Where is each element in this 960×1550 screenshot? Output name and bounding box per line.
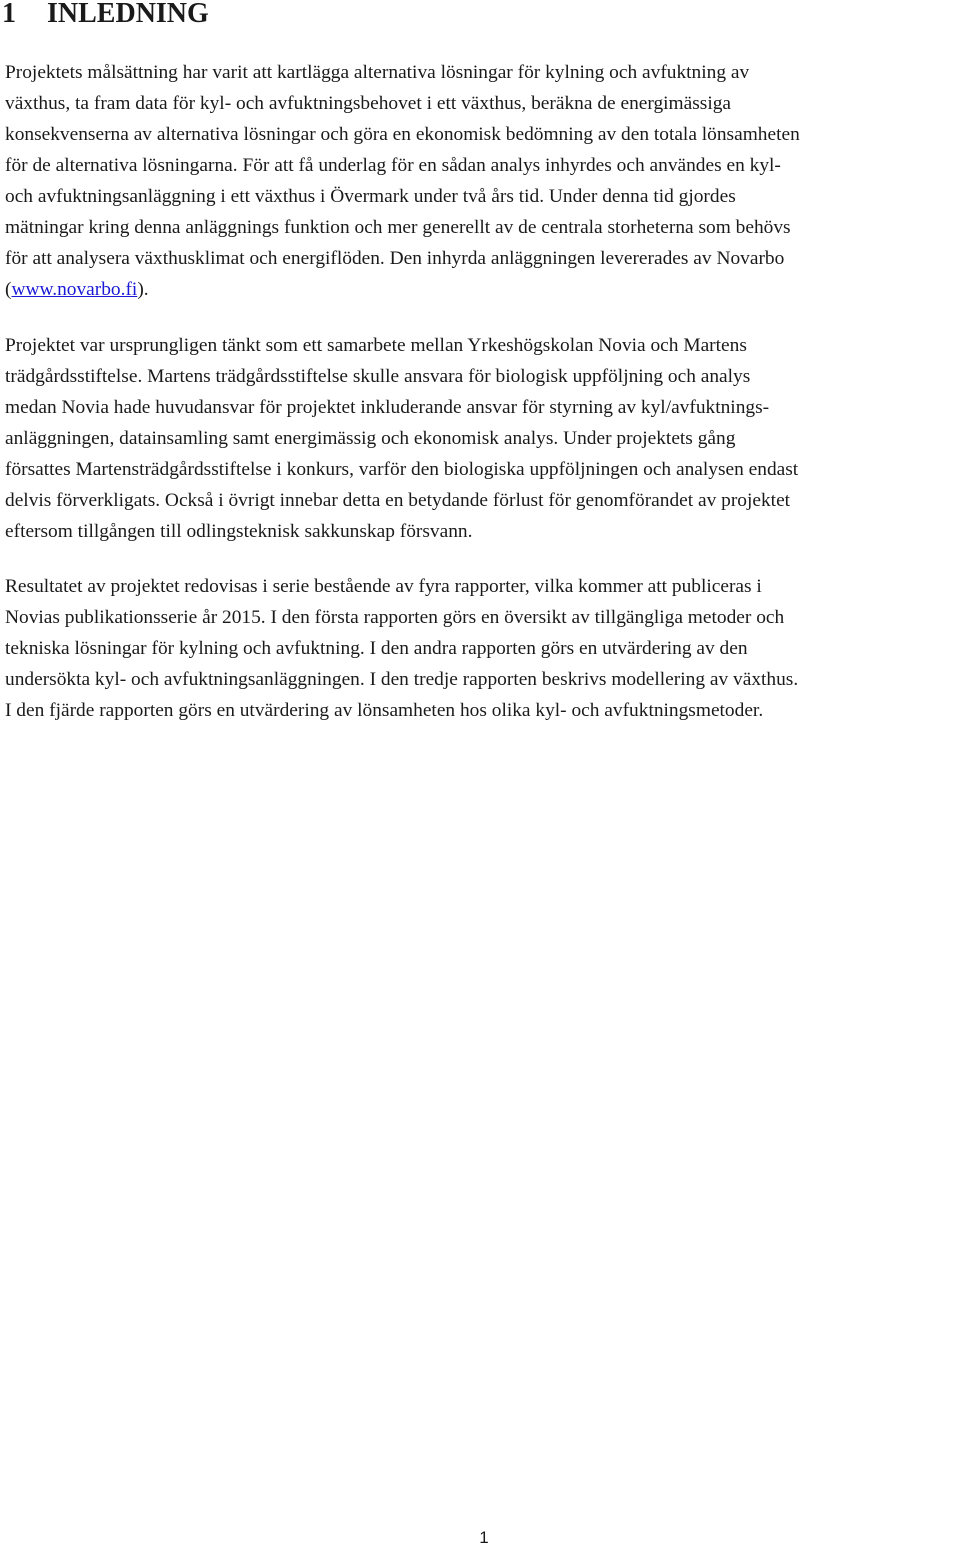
paragraph-3 bbox=[5, 571, 960, 726]
paragraph-line: eftersom tillgången till odlingsteknisk sakkunskap försvann. bbox=[5, 521, 473, 542]
section-number: 1 bbox=[2, 0, 16, 29]
link-suffix: ). bbox=[137, 279, 149, 300]
paragraph-line: I den fjärde rapporten görs en utvärdering av lönsamheten hos olika kyl- och avfuktningsmetoder. bbox=[5, 700, 764, 721]
paragraph-line: konsekvenserna av alternativa lösningar och göra en ekonomisk bedömning av den totala lönsamheten bbox=[5, 124, 800, 145]
paragraph-2 bbox=[5, 330, 960, 547]
paragraph-line: försattes Martensträdgårdsstiftelse i konkurs, varför den biologiska uppföljningen och analysen endast bbox=[5, 459, 799, 480]
paragraph-line: medan Novia hade huvudansvar för projektet inkluderande ansvar för styrning av kyl/avfuktnings- bbox=[5, 397, 770, 418]
paragraph-line: för att analysera växthusklimat och energiflöden. Den inhyrda anläggningen levererades av Novarbo bbox=[5, 248, 785, 269]
paragraph-line: Novias publikationsserie år 2015. I den första rapporten görs en översikt av tillgängliga metoder och bbox=[5, 607, 785, 628]
paragraph-line: och avfuktningsanläggning i ett växthus i Övermark under två års tid. Under denna tid gjordes bbox=[5, 186, 736, 207]
page-number: 1 bbox=[479, 1528, 489, 1547]
paragraph-line: Projektet var ursprungligen tänkt som ett samarbete mellan Yrkeshögskolan Novia och Martens bbox=[5, 335, 747, 356]
paragraph-line: för de alternativa lösningarna. För att få underlag för en sådan analys inhyrdes och användes en kyl- bbox=[5, 155, 781, 176]
paragraph-line: undersökta kyl- och avfuktningsanläggningen. I den tredje rapporten beskrivs modellering av växthus. bbox=[5, 669, 799, 690]
paragraph-line: Projektets målsättning har varit att kartlägga alternativa lösningar för kylning och avfuktning av bbox=[5, 62, 750, 83]
section-heading bbox=[2, 0, 209, 32]
novarbo-link[interactable]: www.novarbo.fi bbox=[11, 279, 138, 300]
section-title: INLEDNING bbox=[47, 0, 209, 29]
paragraph-line: anläggningen, datainsamling samt energimässig och ekonomisk analys. Under projektets gång bbox=[5, 428, 736, 449]
paragraph-1 bbox=[5, 57, 960, 305]
paragraph-line: delvis förverkligats. Också i övrigt innebar detta en betydande förlust för genomförandet av projektet bbox=[5, 490, 791, 511]
paragraph-line: växthus, ta fram data för kyl- och avfuktningsbehovet i ett växthus, beräkna de energimässiga bbox=[5, 93, 732, 114]
paragraph-line: tekniska lösningar för kylning och avfuktning. I den andra rapporten görs en utvärdering av den bbox=[5, 638, 748, 659]
paragraph-line: mätningar kring denna anläggnings funktion och mer generellt av de centrala storheterna som behövs bbox=[5, 217, 791, 238]
link-prefix: ( bbox=[5, 279, 12, 300]
paragraph-line-with-link bbox=[5, 274, 960, 305]
paragraph-line: Resultatet av projektet redovisas i serie bestående av fyra rapporter, vilka kommer att publiceras i bbox=[5, 576, 762, 597]
paragraph-line: trädgårdsstiftelse. Martens trädgårdsstiftelse skulle ansvara för biologisk uppföljning och analys bbox=[5, 366, 751, 387]
